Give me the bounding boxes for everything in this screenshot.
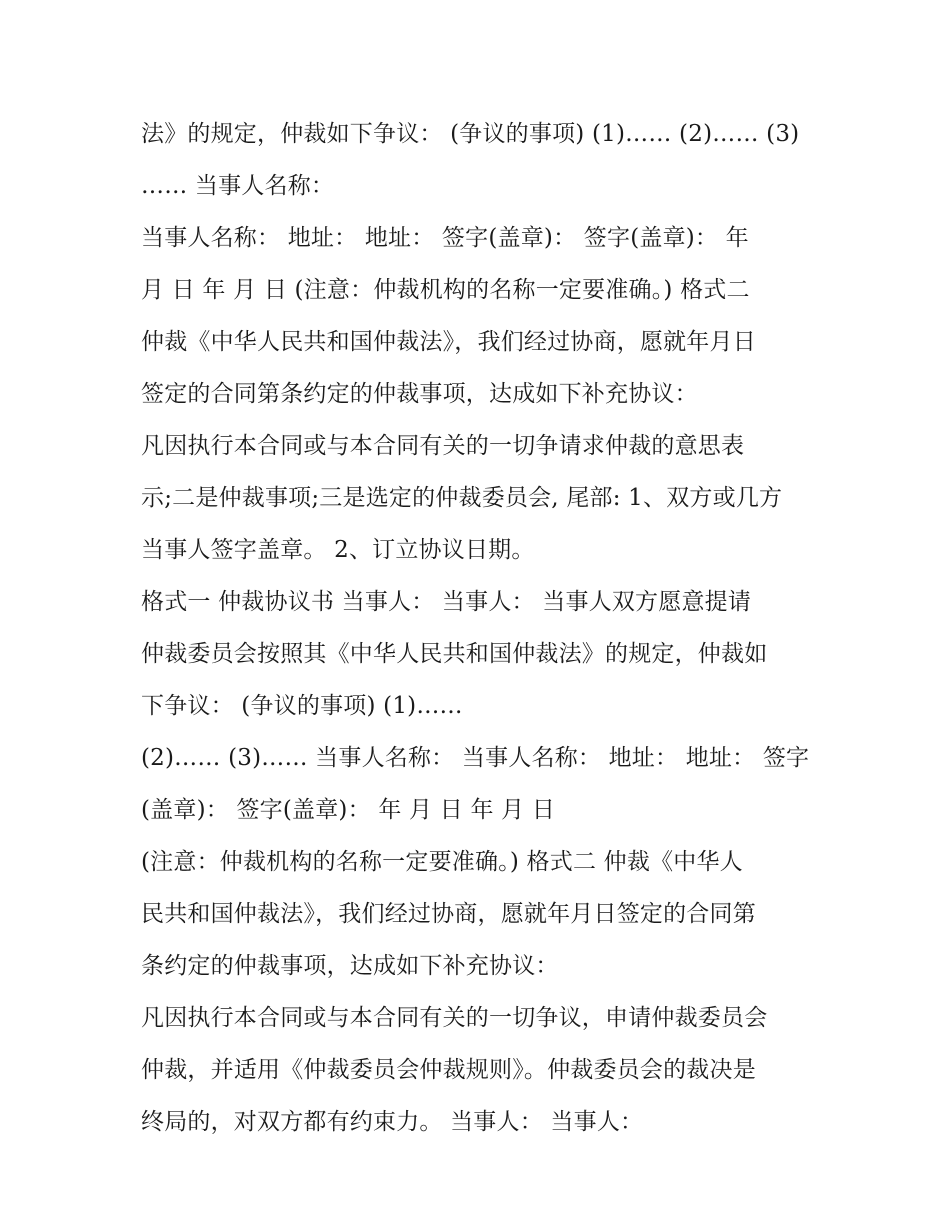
text-line: (盖章)： 签字(盖章)： 年 月 日 年 月 日 [141, 797, 556, 823]
text-line: 仲裁《中华人民共和国仲裁法》，我们经过协商，愿就年月日 [141, 329, 756, 355]
text-line: 格式一 仲裁协议书 当事人： 当事人： 当事人双方愿意提请 [141, 589, 752, 615]
text-line: 凡因执行本合同或与本合同有关的一切争议，申请仲裁委员会 [141, 1005, 768, 1031]
document-body [141, 108, 821, 1148]
text-line: 月 日 年 月 日 (注意：仲裁机构的名称一定要准确。) 格式二 [141, 277, 750, 303]
text-line: 当事人名称： 地址： 地址： 签字(盖章)： 签字(盖章)： 年 [141, 225, 749, 251]
text-line: 仲裁，并适用《仲裁委员会仲裁规则》。仲裁委员会的裁决是 [141, 1057, 756, 1083]
text-line: 仲裁委员会按照其《中华人民共和国仲裁法》的规定，仲裁如 [141, 641, 768, 667]
text-line: 下争议： (争议的事项) (1)…… [141, 693, 463, 719]
text-line: (注意：仲裁机构的名称一定要准确。) 格式二 仲裁《中华人 [141, 849, 743, 875]
text-line: …… 当事人名称： [141, 173, 335, 199]
text-line: 终局的，对双方都有约束力。 当事人： 当事人： [141, 1109, 644, 1135]
text-line: 条约定的仲裁事项，达成如下补充协议： [141, 953, 559, 979]
text-line: 凡因执行本合同或与本合同有关的一切争请求仲裁的意思表 [141, 433, 745, 459]
text-line: 民共和国仲裁法》，我们经过协商，愿就年月日签定的合同第 [141, 901, 756, 927]
text-line: 法》的规定，仲裁如下争议： (争议的事项) (1)…… (2)…… (3) [141, 121, 800, 147]
text-line: 签定的合同第条约定的仲裁事项，达成如下补充协议： [141, 381, 698, 407]
text-line: 当事人签字盖章。 2、订立协议日期。 [141, 537, 535, 563]
text-line: (2)…… (3)…… 当事人名称： 当事人名称： 地址： 地址： 签字 [141, 745, 810, 771]
text-line: 示;二是仲裁事项;三是选定的仲裁委员会, 尾部: 1、双方或几方 [141, 485, 783, 511]
